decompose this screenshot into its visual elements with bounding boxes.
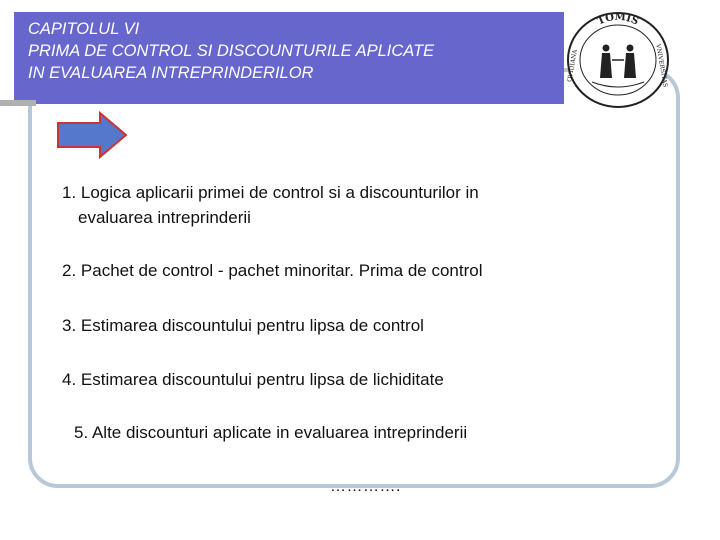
list-item-4: 4. Estimarea discountului pentru lipsa de lichiditate (62, 370, 444, 389)
title-line-3: IN EVALUAREA INTREPRINDERILOR (28, 64, 314, 82)
seal-text-left: OVIDIANA (566, 49, 579, 83)
title-line-2: PRIMA DE CONTROL SI DISCOUNTURILE APLICATE (28, 42, 435, 60)
seal-text-top: TOMIS (595, 11, 641, 28)
university-seal-icon (562, 8, 674, 112)
title-shadow (0, 100, 36, 106)
list-item-5: 5. Alte discounturi aplicate in evaluarea intreprinderii (74, 423, 468, 442)
list-item-3: 3. Estimarea discountului pentru lipsa de control (62, 316, 424, 335)
title-line-1: CAPITOLUL VI (28, 20, 140, 38)
list-item-2: 2. Pachet de control - pachet minoritar. Prima de control (62, 261, 483, 280)
list-item-1-line-2: evaluarea intreprinderii (78, 208, 251, 227)
slide-title (28, 18, 548, 84)
ellipsis-text: …………. (330, 478, 401, 495)
seal-text-right: VNIVERSITAS (654, 43, 669, 88)
list-item-1-line-1: 1. Logica aplicarii primei de control si a discounturilor in (62, 183, 479, 202)
right-arrow-icon (56, 111, 128, 159)
